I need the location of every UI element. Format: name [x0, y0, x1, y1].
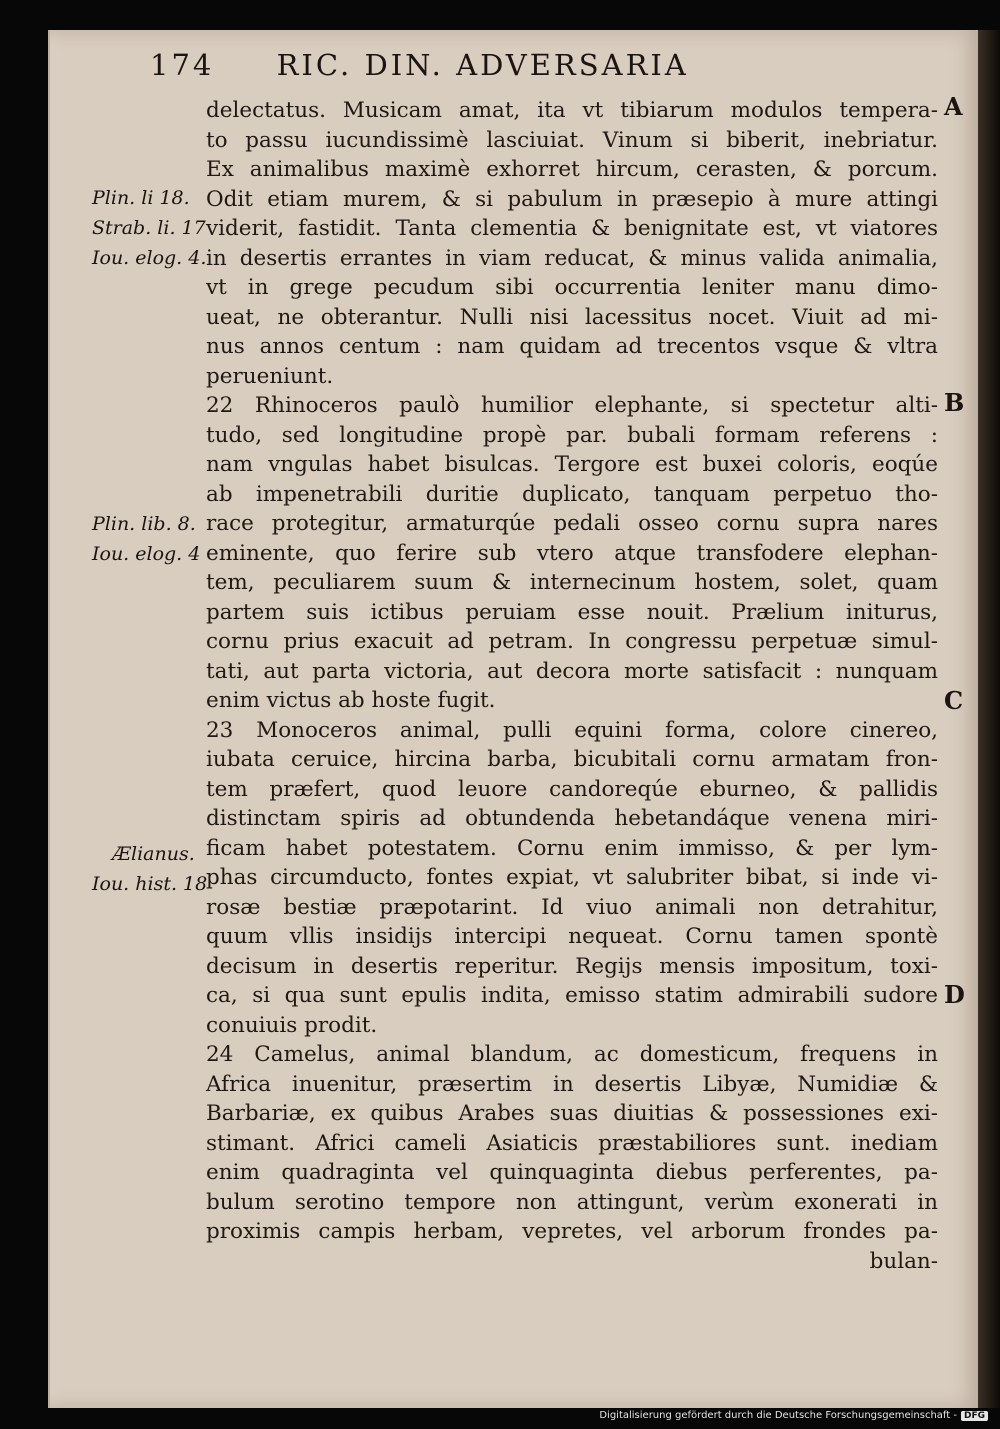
margin-note: Iou. elog. 4 [92, 543, 201, 565]
text-line: delectatus. Musicam amat, ita vt tibiarum modulos tempera- [206, 98, 938, 123]
section-letter: D [944, 980, 965, 1009]
text-line: ca, si qua sunt epulis indita, emisso statim admirabili sudore [206, 983, 938, 1008]
text-line: stimant. Africi cameli Asiaticis præstabiliores sunt. inediam [206, 1130, 938, 1156]
text-line: Odit etiam murem, & si pabulum in præsepio à mure attingi [206, 186, 938, 212]
text-line: proximis campis herbam, vepretes, vel arborum frondes pa- [206, 1219, 938, 1244]
page-edge [978, 30, 1000, 1408]
text-line: cornu prius exacuit ad petram. In congressu perpetuæ simul- [206, 629, 938, 654]
text-line: Ex animalibus maximè exhorret hircum, cerasten, & porcum. [206, 157, 938, 182]
text-line: race protegitur, armaturqúe pedali osseo cornu supra nares [206, 511, 938, 536]
text-line: eminente, quo ferire sub vtero atque transfodere elephan- [206, 540, 938, 566]
text-line: in desertis errantes in viam reducat, & minus valida animalia, [206, 245, 938, 271]
text-line: viderit, fastidit. Tanta clementia & benignitate est, vt viatores [206, 216, 938, 241]
text-line: Africa inuenitur, præsertim in desertis Libyæ, Numidiæ & [206, 1071, 938, 1097]
text-line: tem præfert, quod leuore candoreqúe eburneo, & pallidis [206, 776, 938, 802]
text-line: conuiuis prodit. [206, 1012, 378, 1038]
footer-credit [599, 1410, 988, 1421]
catchword: bulan- [869, 1248, 938, 1274]
text-line: perueniunt. [206, 363, 334, 389]
text-line: to passu iucundissimè lasciuiat. Vinum si biberit, inebriatur. [206, 127, 938, 153]
text-line: partem suis ictibus peruiam esse nouit. Prælium initurus, [206, 599, 938, 625]
text-line: Barbariæ, ex quibus Arabes suas diuitias & possessiones exi- [206, 1101, 938, 1126]
text-line: nus annos centum : nam quidam ad trecentos vsque & vltra [206, 334, 938, 359]
margin-note: Iou. hist. 18 [92, 873, 208, 895]
text-line: 24 Camelus, animal blandum, ac domesticum, frequens in [206, 1042, 938, 1067]
text-line: tati, aut parta victoria, aut decora morte satisfacit : nunquam [206, 658, 938, 684]
dfg-logo: DFG [961, 1411, 988, 1421]
text-line: quum vllis insidijs intercipi nequeat. Cornu tamen spontè [206, 924, 938, 949]
section-letter: C [944, 686, 964, 715]
margin-note: Iou. elog. 4. [92, 247, 207, 269]
text-line: phas circumducto, fontes expiat, vt salubriter bibat, si inde vi- [206, 865, 938, 890]
margin-note: Plin. lib. 8. [92, 513, 196, 535]
text-line: 23 Monoceros animal, pulli equini forma, colore cinereo, [206, 717, 938, 743]
section-letter: A [944, 92, 963, 121]
text-line: iubata ceruice, hircina barba, bicubitali cornu armatam fron- [206, 747, 938, 772]
text-line: tem, peculiarem suum & internecinum hostem, solet, quam [206, 570, 938, 595]
section-letter: B [944, 388, 965, 417]
running-title: RIC. DIN. ADVERSARIA [276, 48, 689, 82]
margin-note: Strab. li. 17 [92, 217, 206, 239]
running-header [150, 48, 689, 82]
text-line: vt in grege pecudum sibi occurrentia leniter manu dimo- [206, 275, 938, 300]
text-line: ab impenetrabili duritie duplicato, tanquam perpetuo tho- [206, 481, 938, 507]
text-line: enim quadraginta vel quinquaginta diebus perferentes, pa- [206, 1160, 938, 1185]
footer-text: Digitalisierung gefördert durch die Deutsche Forschungsgemeinschaft - [599, 1410, 957, 1421]
text-line: rosæ bestiæ præpotarint. Id viuo animali non detrahitur, [206, 894, 938, 920]
text-line: nam vngulas habet bisulcas. Tergore est buxei coloris, eoqúe [206, 452, 938, 477]
margin-note: Plin. li 18. [92, 187, 190, 209]
text-line: bulum serotino tempore non attingunt, verùm exonerati in [206, 1189, 938, 1215]
text-line: tudo, sed longitudine propè par. bubali formam referens : [206, 422, 938, 448]
text-line: enim victus ab hoste fugit. [206, 688, 496, 713]
text-line: distinctam spiris ad obtundenda hebetandáque venena miri- [206, 806, 938, 831]
text-line: decisum in desertis reperitur. Regijs mensis impositum, toxi- [206, 953, 938, 979]
text-line: ueat, ne obterantur. Nulli nisi lacessitus nocet. Viuit ad mi- [206, 304, 938, 330]
page-number: 174 [150, 48, 215, 82]
margin-note: Ælianus. [112, 843, 195, 865]
body-text [206, 96, 938, 1276]
text-line: 22 Rhinoceros paulò humilior elephante, si spectetur alti- [206, 393, 938, 418]
text-line: ficam habet potestatem. Cornu enim immisso, & per lym- [206, 835, 938, 861]
